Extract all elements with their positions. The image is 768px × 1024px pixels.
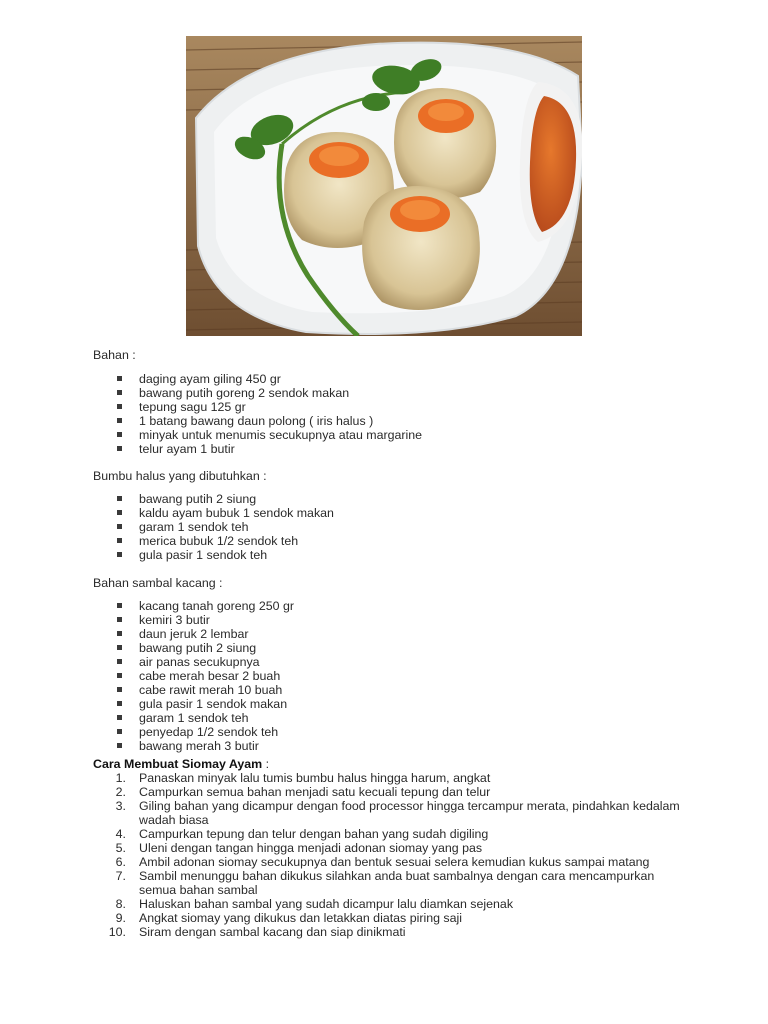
list-item: telur ayam 1 butir [93,442,422,456]
step-number: 6. [115,855,126,869]
list-item: gula pasir 1 sendok teh [93,548,334,562]
list-item: daun jeruk 2 lembar [93,627,294,641]
step-number: 7. [115,869,126,883]
list-item: cabe merah besar 2 buah [93,669,294,683]
step-item [93,869,693,897]
list-item: bawang putih goreng 2 sendok makan [93,386,422,400]
list-item: kemiri 3 butir [93,613,294,627]
step-text: Uleni dengan tangan hingga menjadi adonan siomay yang pas [139,841,483,855]
step-number: 5. [115,841,126,855]
step-number: 8. [115,897,126,911]
step-number: 3. [115,799,126,813]
step-text: Haluskan bahan sambal yang sudah dicampur lalu diamkan sejenak [139,897,514,911]
cara-title: Cara Membuat Siomay Ayam [93,757,263,771]
step-number: 10. [108,925,126,939]
step-number: 2. [115,785,126,799]
list-item: bawang putih 2 siung [93,492,334,506]
step-text: Ambil adonan siomay secukupnya dan bentuk sesuai selera kemudian kukus sampai matang [139,855,650,869]
cara-suffix: : [262,757,270,771]
cara-steps [93,771,693,939]
step-item [93,855,693,869]
step-text: Siram dengan sambal kacang dan siap dinikmati [139,925,406,939]
bumbu-list [93,492,334,562]
step-item [93,841,693,855]
bumbu-label: Bumbu halus yang dibutuhkan : [93,469,267,483]
step-item [93,911,693,925]
siomay-photo [186,36,582,336]
list-item: kacang tanah goreng 250 gr [93,599,294,613]
step-number: 4. [115,827,126,841]
sambal-label: Bahan sambal kacang : [93,576,223,590]
step-text: Campurkan tepung dan telur dengan bahan yang sudah digiling [139,827,489,841]
step-text: Campurkan semua bahan menjadi satu kecuali tepung dan telur [139,785,491,799]
list-item: minyak untuk menumis secukupnya atau margarine [93,428,422,442]
step-item [93,771,693,785]
list-item: bawang putih 2 siung [93,641,294,655]
step-text: Panaskan minyak lalu tumis bumbu halus hingga harum, angkat [139,771,491,785]
list-item: garam 1 sendok teh [93,520,334,534]
list-item: daging ayam giling 450 gr [93,372,422,386]
step-item [93,827,693,841]
list-item: penyedap 1/2 sendok teh [93,725,294,739]
list-item: merica bubuk 1/2 sendok teh [93,534,334,548]
step-text: Angkat siomay yang dikukus dan letakkan diatas piring saji [139,911,463,925]
list-item: cabe rawit merah 10 buah [93,683,294,697]
list-item: bawang merah 3 butir [93,739,294,753]
step-item [93,799,693,827]
step-number: 1. [115,771,126,785]
list-item: kaldu ayam bubuk 1 sendok makan [93,506,334,520]
step-text: Giling bahan yang dicampur dengan food processor hingga tercampur merata, pindahkan kedalam wadah biasa [139,799,680,827]
list-item: garam 1 sendok teh [93,711,294,725]
bahan-list [93,372,422,456]
step-item [93,925,693,939]
step-number: 9. [115,911,126,925]
list-item: 1 batang bawang daun polong ( iris halus ) [93,414,422,428]
list-item: air panas secukupnya [93,655,294,669]
step-item [93,785,693,799]
list-item: gula pasir 1 sendok makan [93,697,294,711]
cara-heading [93,757,269,771]
bahan-label: Bahan : [93,348,136,362]
step-text: Sambil menunggu bahan dikukus silahkan anda buat sambalnya dengan cara mencampurkan semua bahan sambal [139,869,655,897]
step-item [93,897,693,911]
list-item: tepung sagu 125 gr [93,400,422,414]
sambal-list [93,599,294,753]
